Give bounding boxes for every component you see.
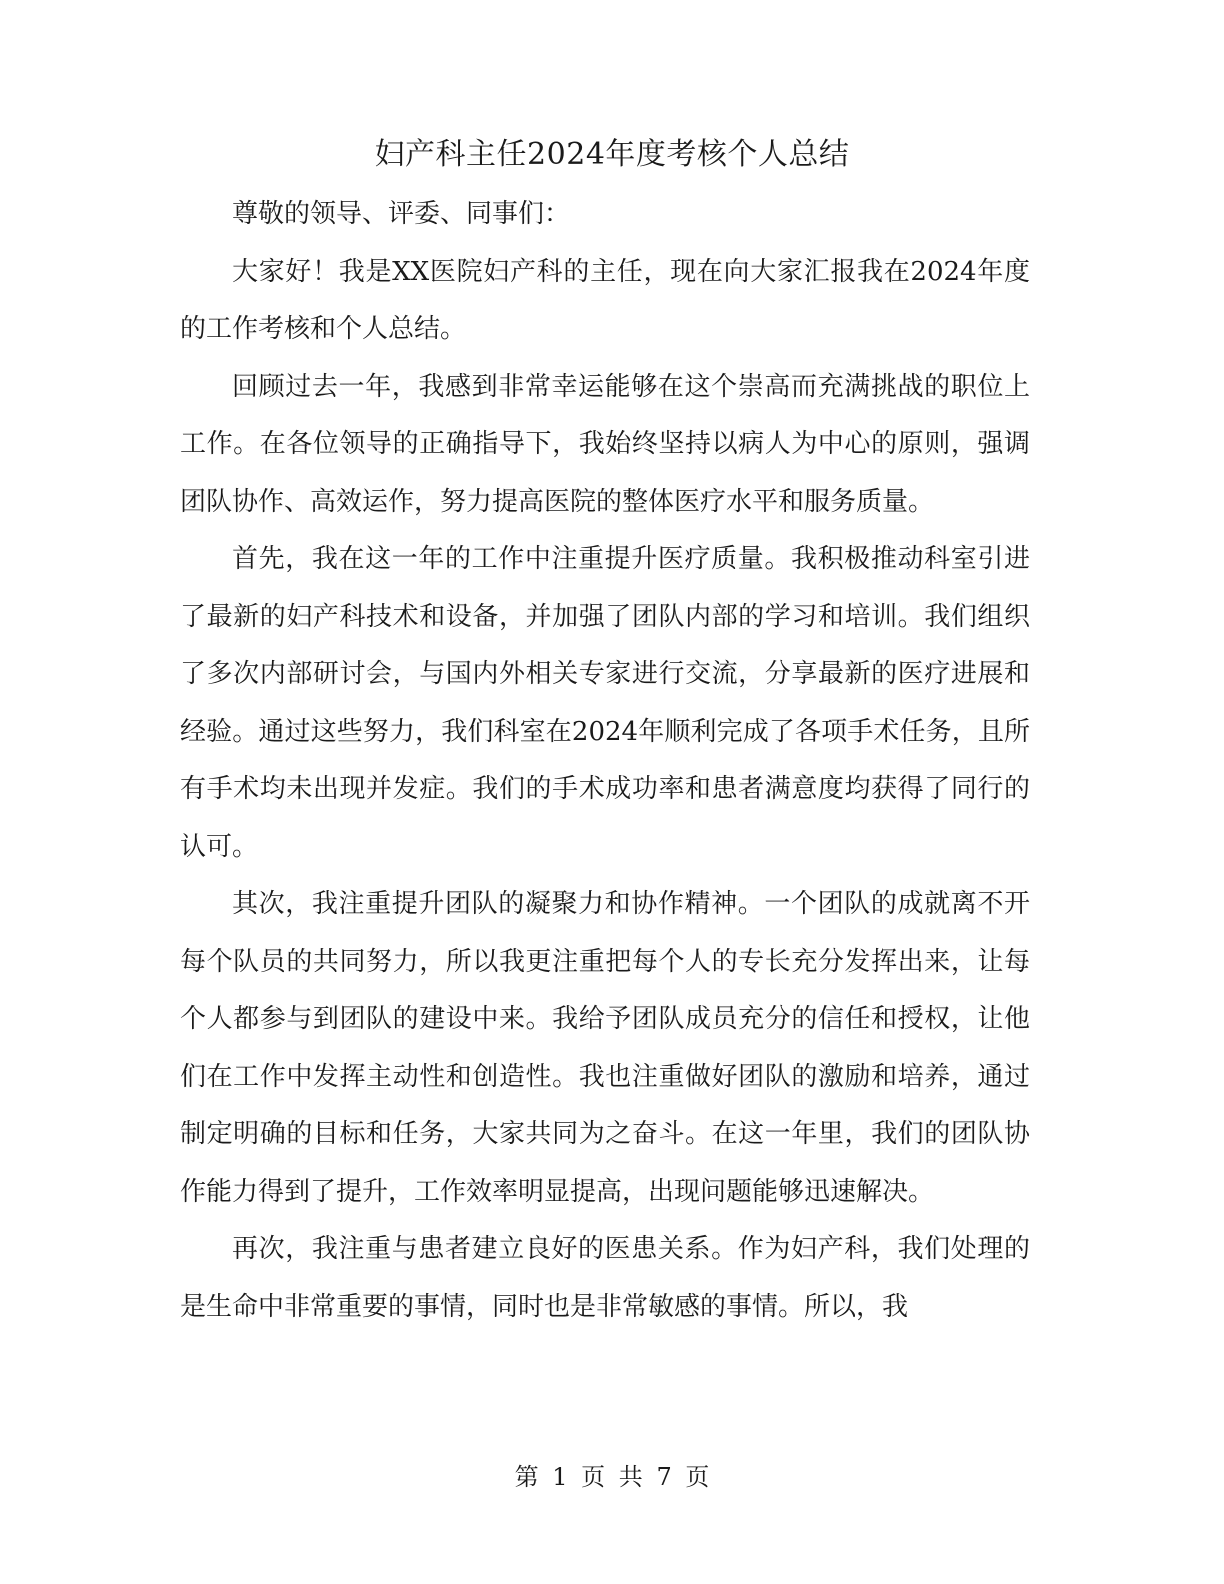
document-title: 妇产科主任2024年度考核个人总结 (374, 137, 850, 172)
document-body (180, 186, 1030, 1336)
paragraph-medical-quality: 首先，我在这一年的工作中注重提升医疗质量。我积极推动科室引进了最新的妇产科技术和设备，并加强了团队内部的学习和培训。我们组织了多次内部研讨会，与国内外相关专家进行交流，分享最新的医疗进展和经验。通过这些努力，我们科室在2024年顺利完成了各项手术任务，且所有手术均未出现并发症。我们的手术成功率和患者满意度均获得了同行的认可。 (180, 544, 1030, 862)
paragraph-patient-relations: 再次，我注重与患者建立良好的医患关系。作为妇产科，我们处理的是生命中非常重要的事情，同时也是非常敏感的事情。所以，我 (180, 1234, 1030, 1322)
page-number-footer: 第 1 页 共 7 页 (514, 1463, 710, 1491)
paragraph-team-cohesion: 其次，我注重提升团队的凝聚力和协作精神。一个团队的成就离不开每个队员的共同努力，所以我更注重把每个人的专长充分发挥出来，让每个人都参与到团队的建设中来。我给予团队成员充分的信任和授权，让他们在工作中发挥主动性和创造性。我也注重做好团队的激励和培养，通过制定明确的目标和任务，大家共同为之奋斗。在这一年里，我们的团队协作能力得到了提升，工作效率明显提高，出现问题能够迅速解决。 (180, 889, 1030, 1207)
paragraph-greeting: 大家好！我是XX医院妇产科的主任，现在向大家汇报我在2024年度的工作考核和个人总结。 (180, 256, 1030, 344)
paragraph-review: 回顾过去一年，我感到非常幸运能够在这个崇高而充满挑战的职位上工作。在各位领导的正确指导下，我始终坚持以病人为中心的原则，强调团队协作、高效运作，努力提高医院的整体医疗水平和服务质量。 (180, 371, 1030, 517)
paragraph-salutation: 尊敬的领导、评委、同事们： (232, 199, 571, 229)
